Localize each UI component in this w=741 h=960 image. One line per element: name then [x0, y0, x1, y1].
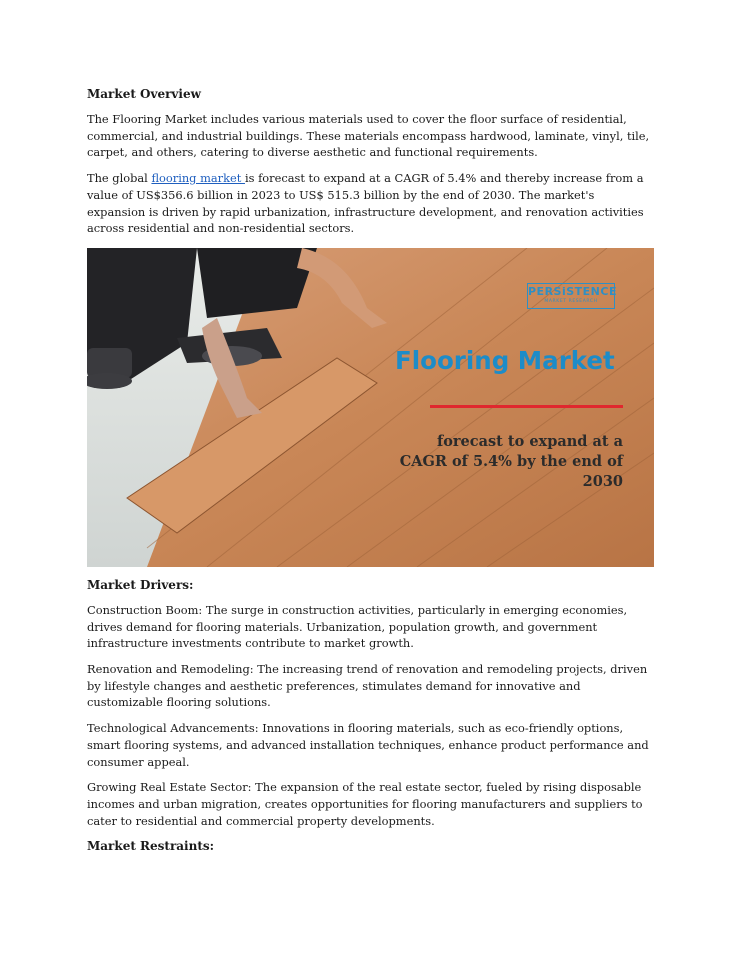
- banner-title: Flooring Market: [395, 345, 615, 375]
- flooring-market-banner: [87, 248, 654, 567]
- logo-name: PERSiSTENCE: [528, 284, 617, 298]
- overview-paragraph-1: The Flooring Market includes various materials used to cover the floor surface of residential, commercial, and industrial buildings. These materials encompass hardwood, laminate, vinyl, tile, carpet, and others, catering to diverse aesthetic and functional requirements.: [87, 112, 650, 160]
- logo-tagline: MARKET RESEARCH: [544, 298, 598, 304]
- overview-paragraph-2: [87, 170, 653, 237]
- overview-p2-lead: The global: [87, 171, 152, 186]
- driver-renovation: Renovation and Remodeling: The increasing trend of renovation and remodeling projects, driven by lifestyle changes and aesthetic preferences, stimulates demand for innovative and customizable flooring solutions.: [87, 662, 648, 710]
- driver-construction-boom: Construction Boom: The surge in construction activities, particularly in emerging economies, drives demand for flooring materials. Urbanization, population growth, and government infrastructure investments contribute to market growth.: [87, 602, 628, 651]
- banner-subtitle: forecast to expand at a CAGR of 5.4% by the end of 2030: [399, 432, 623, 490]
- driver-real-estate: Growing Real Estate Sector: The expansion of the real estate sector, fueled by rising disposable incomes and urban migration, creates opportunities for flooring manufacturers and suppliers to cater to residential and commercial property developments.: [87, 780, 643, 828]
- persistence-logo: [527, 283, 615, 309]
- overview-p2-rest: is forecast to expand at a CAGR of 5.4% and thereby increase from a value of US$356.6 billion in 2023 to US$ 515.3 billion by the end of 2030. The market's expansion is driven by rapid urbanization, infrastructure development, and renovation activities across residential and non-residential sectors.: [87, 171, 644, 236]
- flooring-market-link[interactable]: flooring market: [151, 171, 245, 186]
- market-restraints-heading: Market Restraints:: [87, 839, 215, 854]
- market-overview-heading: Market Overview: [87, 87, 201, 101]
- market-drivers-heading: Market Drivers:: [87, 577, 194, 592]
- driver-technology: Technological Advancements: Innovations in flooring materials, such as eco-friendly options, smart flooring systems, and advanced installation techniques, enhance product performance and consumer appeal.: [87, 721, 649, 769]
- document-page: [87, 86, 653, 863]
- banner-divider: [430, 405, 623, 408]
